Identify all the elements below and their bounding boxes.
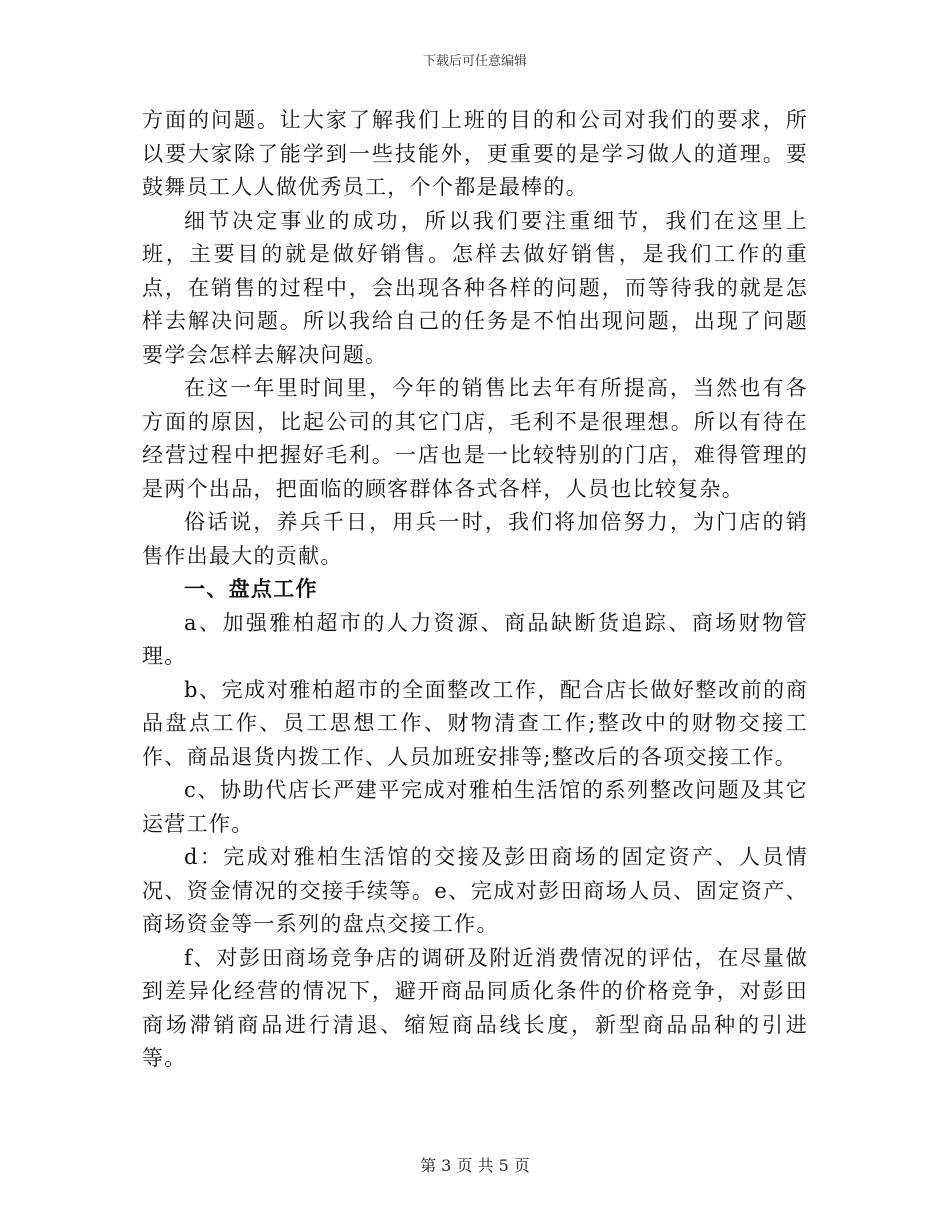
- body-paragraph-3: 在这一年里时间里，今年的销售比去年有所提高，当然也有各方面的原因，比起公司的其它门店，毛利不是很理想。所以有待在经营过程中把握好毛利。一店也是一比较特别的门店，难得管理的是两个出品，把面临的顾客群体各式各样，人员也比较复杂。: [142, 376, 808, 501]
- page-number-footer: 第 3 页 共 5 页: [420, 1156, 530, 1175]
- body-paragraph-1: 方面的问题。让大家了解我们上班的目的和公司对我们的要求，所以要大家除了能学到一些技能外，更重要的是学习做人的道理。要鼓舞员工人人做优秀员工，个个都是最棒的。: [142, 108, 808, 199]
- list-item-a: a、加强雅柏超市的人力资源、商品缺断货追踪、商场财物管理。: [142, 610, 808, 668]
- list-item-f: f、对彭田商场竞争店的调研及附近消费情况的评估，在尽量做到差异化经营的情况下，避开商品同质化条件的价格竞争，对彭田商场滞销商品进行清退、缩短商品线长度，新型商品品种的引进等。: [142, 945, 808, 1070]
- list-item-c: c、协助代店长严建平完成对雅柏生活馆的系列整改问题及其它运营工作。: [142, 778, 808, 836]
- list-item-d-e: d：完成对雅柏生活馆的交接及彭田商场的固定资产、人员情况、资金情况的交接手续等。e、完成对彭田商场人员、固定资产、商场资金等一系列的盘点交接工作。: [142, 845, 808, 936]
- body-paragraph-4: 俗话说，养兵千日，用兵一时，我们将加倍努力，为门店的销售作出最大的贡献。: [142, 510, 808, 568]
- body-paragraph-2: 细节决定事业的成功，所以我们要注重细节，我们在这里上班，主要目的就是做好销售。怎样去做好销售，是我们工作的重点，在销售的过程中，会出现各种各样的问题，而等待我的就是怎样去解决问题。所以我给自己的任务是不怕出现问题，出现了问题要学会怎样去解决问题。: [142, 208, 808, 367]
- list-item-b: b、完成对雅柏超市的全面整改工作，配合店长做好整改前的商品盘点工作、员工思想工作、财物清查工作;整改中的财物交接工作、商品退货内拨工作、人员加班安排等;整改后的各项交接工作。: [142, 677, 808, 769]
- section-heading: 一、盘点工作: [184, 577, 318, 601]
- page-header-note: 下载后可任意编辑: [422, 54, 527, 69]
- document-body: [142, 104, 808, 1076]
